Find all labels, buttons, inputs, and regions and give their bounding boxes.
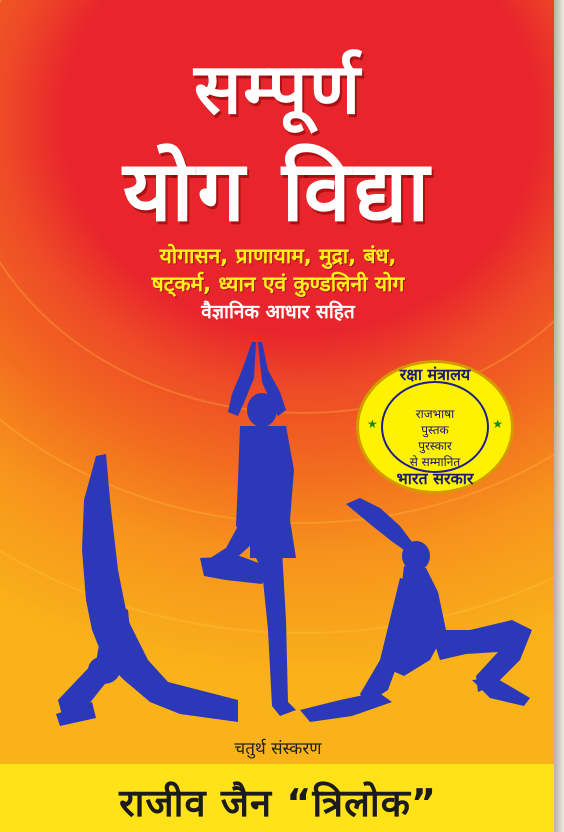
author-name: राजीव जैन “त्रिलोक” (119, 781, 437, 825)
yoga-figure-lunge-side-bend (300, 498, 532, 722)
subtitle-line-1: योगासन, प्राणायाम, मुद्रा, बंध, (159, 244, 397, 268)
seal-top-text: रक्षा मंत्रालय (399, 365, 471, 384)
yoga-figure-standing-split (56, 454, 238, 726)
title-line-1: सम्पूर्ण (193, 48, 363, 130)
title-line-2: योग विद्या (122, 142, 434, 240)
seal-text-line: राजभाषा (415, 407, 455, 421)
subtitle-line-3: वैज्ञानिक आधार सहित (201, 301, 355, 323)
yoga-figures-illustration (0, 330, 556, 730)
star-icon: ★ (492, 417, 503, 431)
author-band (0, 764, 556, 832)
subtitle-line-2: षट्कर्म, ध्यान एवं कुण्डलिनी योग (151, 272, 405, 296)
star-icon: ★ (367, 417, 378, 431)
seal-text-line: से सम्मानित (409, 455, 461, 469)
seal-text-line: पुस्तक (421, 423, 449, 437)
seal-bottom-text: भारत सरकार (396, 469, 474, 488)
edition-label: चतुर्थ संस्करण (234, 739, 322, 759)
book-edge (554, 0, 564, 832)
seal-text-line: पुरस्कार (418, 439, 452, 453)
yoga-figure-tree-pose (200, 342, 296, 716)
